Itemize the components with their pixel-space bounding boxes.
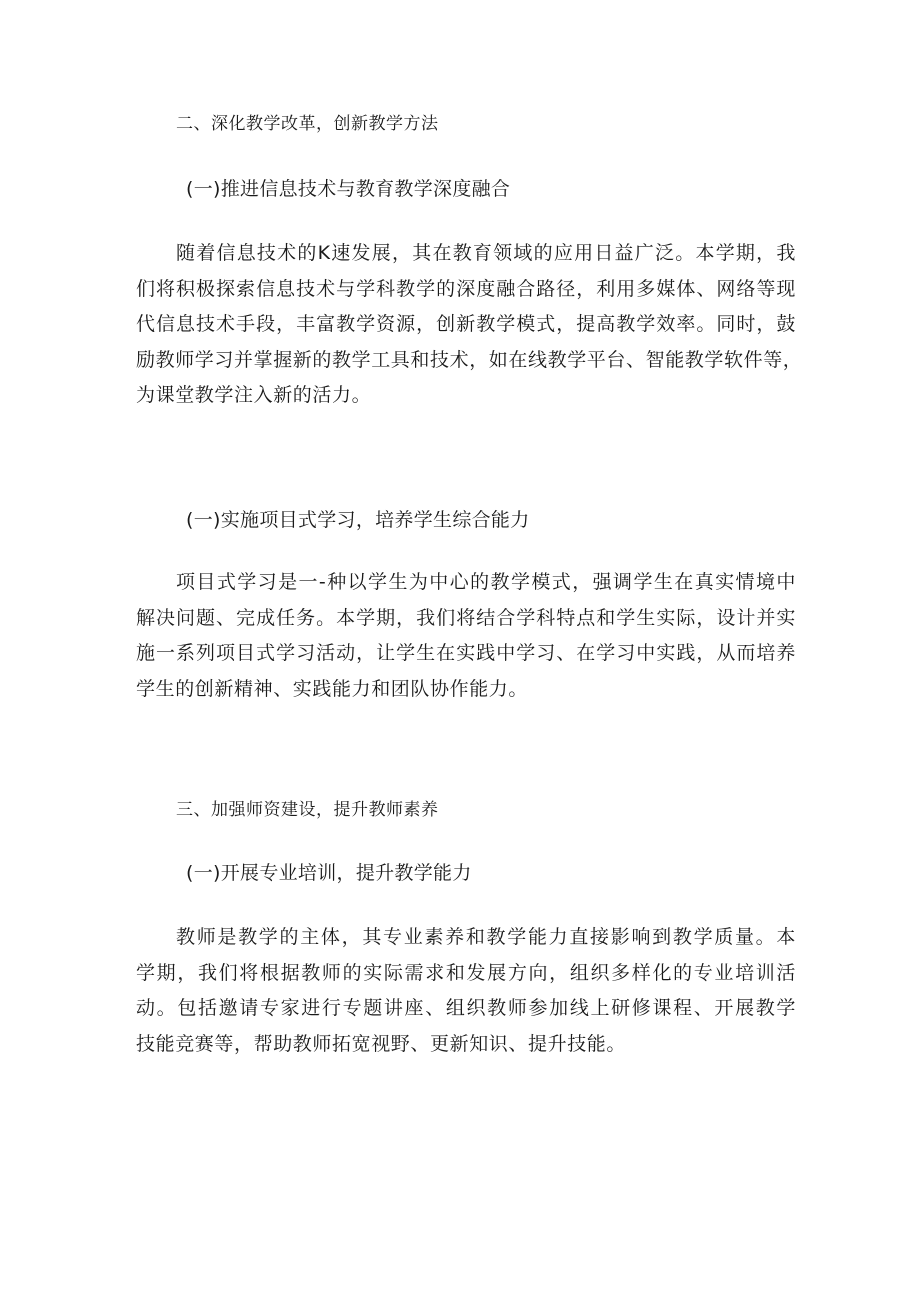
paragraph-line: 们将积极探索信息技术与学科教学的深度融合路径，利用多媒体、网络等现 bbox=[136, 277, 796, 300]
subsection-heading: (一)实施项目式学习，培养学生综合能力 bbox=[186, 509, 530, 531]
paragraph bbox=[136, 236, 803, 414]
paragraph-line: 解决问题、完成任务。本学期，我们将结合学科特点和学生实际，设计并实 bbox=[136, 606, 796, 629]
paragraph-line: 代信息技术手段，丰富教学资源，创新教学模式，提高教学效率。同时，鼓 bbox=[136, 313, 796, 335]
paragraph-line: 为课堂教学注入新的活力。 bbox=[136, 384, 372, 406]
paragraph-line: 学期，我们将根据教师的实际需求和发展方向，组织多样化的专业培训活 bbox=[136, 961, 796, 984]
paragraph bbox=[136, 565, 796, 707]
paragraph-line: 学生的创新精神、实践能力和团队协作能力。 bbox=[136, 677, 529, 700]
paragraph-line: 施一系列项目式学习活动，让学生在实践中学习、在学习中实践，从而培养 bbox=[136, 642, 796, 664]
section-heading: 三、加强师资建设，提升教师素养 bbox=[176, 800, 439, 820]
paragraph-line: 项目式学习是一-种以学生为中心的教学模式，强调学生在真实情境中 bbox=[176, 571, 796, 593]
section-heading: 二、深化教学改革，创新教学方法 bbox=[176, 114, 439, 134]
paragraph-line: 励教师学习并掌握新的教学工具和技术，如在线教学平台、智能教学软件等， bbox=[136, 348, 803, 371]
paragraph-line: 随着信息技术的K速发展，其在教育领域的应用日益广泛。本学期，我 bbox=[176, 242, 796, 264]
subsection-heading: (一)推进信息技术与教育教学深度融合 bbox=[186, 178, 511, 200]
subsection-heading: (一)开展专业培训，提升教学能力 bbox=[186, 862, 472, 884]
paragraph-line: 教师是教学的主体，其专业素养和教学能力直接影响到教学质量。本 bbox=[176, 926, 796, 948]
paragraph-line: 技能竞赛等，帮助教师拓宽视野、更新知识、提升技能。 bbox=[136, 1032, 627, 1055]
paragraph-line: 动。包括邀请专家进行专题讲座、组织教师参加线上研修课程、开展教学 bbox=[136, 997, 796, 1019]
paragraph bbox=[136, 920, 796, 1062]
